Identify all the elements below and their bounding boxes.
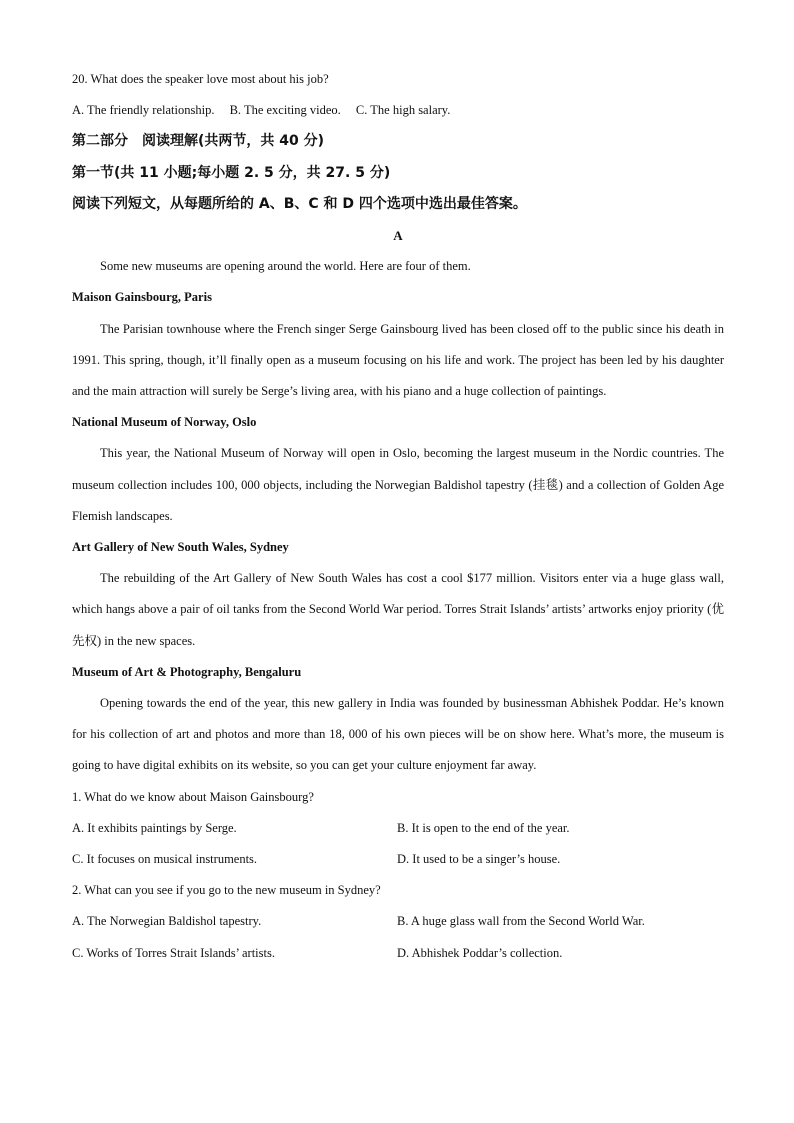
question-2-options-row-2 bbox=[72, 938, 724, 969]
museum-text-bengaluru: Opening towards the end of the year, this new gallery in India was founded by businessman Abhishek Poddar. He’s known for his collection of art and photos and more than 18, 000 of his own pieces will be on show here. What’s more, the museum is going to have digital exhibits on its website, so you can get your culture enjoyment far away. bbox=[72, 696, 724, 773]
passage-intro: Some new museums are opening around the world. Here are four of them. bbox=[100, 259, 471, 274]
museum-text-sydney: The rebuilding of the Art Gallery of New South Wales has cost a cool $177 million. Visitors enter via a huge glass wall, which hangs above a pair of oil tanks from the Second World War period. Torres Strait Islands’ artists’ artworks enjoy priority (优先权) in the new spaces. bbox=[72, 571, 724, 648]
question-1: 1. What do we know about Maison Gainsbourg? bbox=[72, 789, 314, 804]
question-20: 20. What does the speaker love most about his job? bbox=[72, 72, 329, 86]
museum-text-paris: The Parisian townhouse where the French singer Serge Gainsbourg lived has been closed off to the public since his death in 1991. This spring, though, it’ll finally open as a museum focusing on his life and work. The project has been led by his daughter and the main attraction will surely be Serge’s living area, with his piano and a huge collection of paintings. bbox=[72, 321, 724, 399]
question-20-options bbox=[72, 95, 724, 126]
option-c: C. The high salary. bbox=[355, 103, 451, 118]
museum-heading-oslo: National Museum of Norway, Oslo bbox=[72, 415, 257, 430]
option-a: A. It exhibits paintings by Serge. bbox=[72, 820, 237, 835]
museum-heading-paris: Maison Gainsbourg, Paris bbox=[72, 290, 212, 305]
question-1-options-row-2 bbox=[72, 844, 724, 875]
section-title: 第二部分 阅读理解(共两节，共 40 分) bbox=[72, 133, 325, 150]
museum-text-oslo: This year, the National Museum of Norway will open in Oslo, becoming the largest museum in the Nordic countries. The museum collection includes 100, 000 objects, including the Norwegian Baldishol tapestry (挂毯) and a collection of Golden Age Flemish landscapes. bbox=[72, 446, 724, 523]
option-d: D. Abhishek Poddar’s collection. bbox=[397, 945, 563, 960]
option-b: B. The exciting video. bbox=[229, 103, 341, 118]
option-c: C. Works of Torres Strait Islands’ artists. bbox=[72, 945, 275, 960]
option-d: D. It used to be a singer’s house. bbox=[397, 852, 561, 867]
option-b: B. It is open to the end of the year. bbox=[397, 820, 570, 835]
option-a: A. The Norwegian Baldishol tapestry. bbox=[72, 914, 262, 929]
museum-heading-sydney: Art Gallery of New South Wales, Sydney bbox=[72, 540, 289, 555]
section-subtitle: 第一节(共 11 小题;每小题 2. 5 分，共 27. 5 分) bbox=[72, 164, 391, 181]
question-2: 2. What can you see if you go to the new museum in Sydney? bbox=[72, 883, 381, 898]
museum-heading-bengaluru: Museum of Art & Photography, Bengaluru bbox=[72, 664, 302, 679]
option-a: A. The friendly relationship. bbox=[72, 103, 215, 118]
document-page bbox=[72, 64, 724, 969]
question-1-options-row-1 bbox=[72, 813, 724, 844]
question-2-options-row-1 bbox=[72, 906, 724, 937]
passage-label: A bbox=[393, 228, 403, 244]
section-instruction: 阅读下列短文，从每题所给的 A、B、C 和 D 四个选项中选出最佳答案。 bbox=[72, 195, 527, 212]
option-b: B. A huge glass wall from the Second World War. bbox=[397, 914, 645, 929]
option-c: C. It focuses on musical instruments. bbox=[72, 852, 258, 867]
